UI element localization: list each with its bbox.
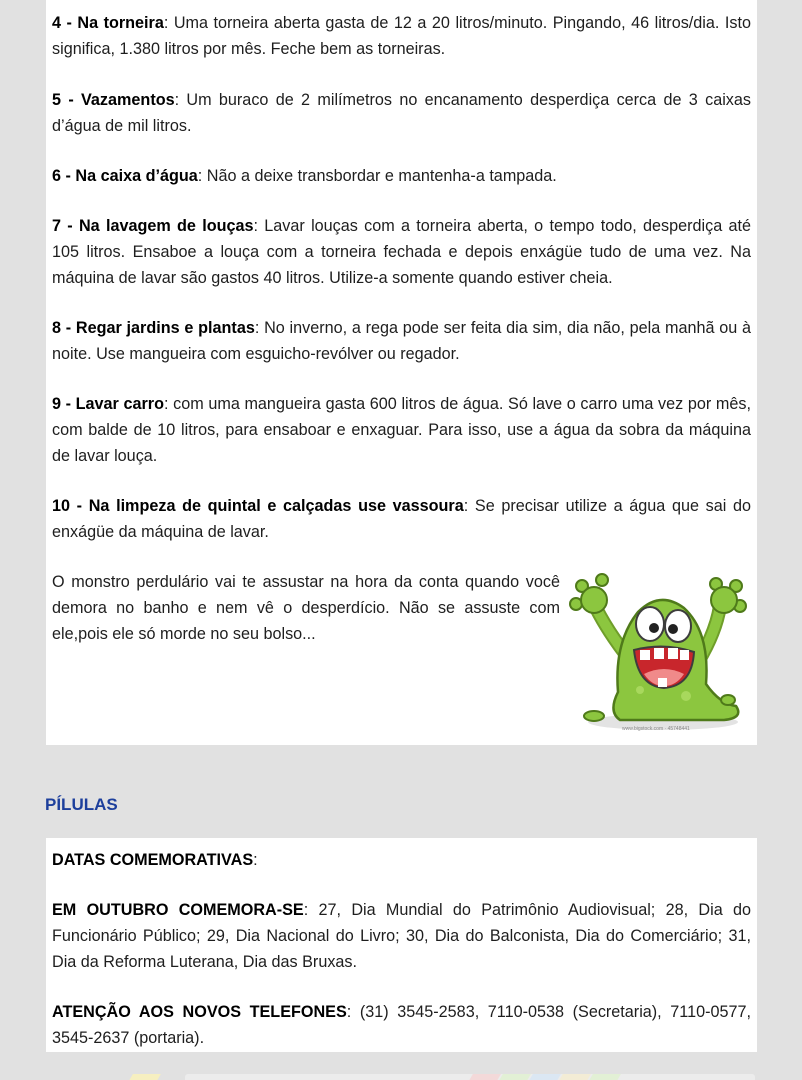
monster-tooth — [658, 678, 667, 687]
tip-5 — [52, 87, 751, 139]
tip-9 — [52, 391, 751, 469]
outubro-paragraph — [52, 897, 751, 975]
datas-label: DATAS COMEMORATIVAS — [52, 851, 254, 869]
monster-left-hand — [581, 587, 607, 613]
datas-suffix: : — [253, 851, 258, 869]
tip-text: : Se precisar utilize a água que sai do enxágüe da máquina de lavar. — [52, 497, 751, 541]
tip-label: 9 - Lavar carro — [52, 395, 164, 413]
outubro-text: : 27, Dia Mundial do Patrimônio Audiovisual; 28, Dia do Funcionário Público; 29, Dia Nacional do Livro; 30, Dia do Balconista, Dia do Comerciário; 31, Dia da Reforma Luterana, Dia das Bruxas. — [52, 901, 752, 971]
section-title-pilulas: PÍLULAS — [45, 795, 118, 814]
tip-4 — [52, 10, 751, 62]
monster-right-hand — [711, 587, 737, 613]
monster-tooth — [654, 648, 664, 659]
telefones-paragraph — [52, 999, 751, 1051]
footer-color-block — [587, 1074, 621, 1080]
monster-left-eye — [636, 607, 664, 641]
tip-label: 5 - Vazamentos — [52, 91, 175, 109]
tip-8 — [52, 315, 751, 367]
tip-text: : com uma mangueira gasta 600 litros de água. Só lave o carro uma vez por mês, com balde de 10 litros, para ensaboar e enxaguar. Para isso, use a água da sobra da máquina de lavar louça. — [52, 395, 751, 465]
monster-drip — [584, 711, 604, 721]
tip-label: 6 - Na caixa d’água — [52, 167, 198, 185]
image-credit: www.bigstock.com · 45748441 — [622, 726, 690, 732]
monster-tooth — [680, 650, 689, 660]
monster-tooth — [640, 650, 650, 660]
monster-tooth — [668, 648, 678, 659]
monster-left-pupil — [649, 623, 659, 633]
footer-color-block — [557, 1074, 591, 1080]
tip-text: : Uma torneira aberta gasta de 12 a 20 litros/minuto. Pingando, 46 litros/dia. Isto significa, 1.380 litros por mês. Feche bem as torneiras. — [52, 14, 751, 58]
footer-color-block — [467, 1074, 501, 1080]
monster-paragraph: O monstro perdulário vai te assustar na hora da conta quando você demora no banho e nem vê o desperdício. Não se assuste com ele,pois ele só morde no seu bolso... — [52, 573, 560, 643]
tip-text: : Não a deixe transbordar e mantenha-a tampada. — [197, 167, 557, 185]
monster-left-finger — [596, 574, 608, 586]
telefones-label: ATENÇÃO AOS NOVOS TELEFONES — [52, 1003, 347, 1021]
footer-color-block — [497, 1074, 531, 1080]
outubro-label: EM OUTUBRO COMEMORA-SE — [52, 901, 304, 919]
tip-text: : Lavar louças com a torneira aberta, o tempo todo, desperdiça até 105 litros. Ensaboe a louça com a torneira fechada e depois enxágüe tudo de uma vez. Na máquina de lavar são gastos 40 litros. Utilize-a somente quando estiver cheia. — [52, 217, 751, 287]
tip-7 — [52, 213, 751, 291]
monster-drip — [721, 695, 735, 705]
footer-decoration — [0, 1068, 802, 1080]
monster-right-pupil — [668, 624, 678, 634]
datas-comemorativas — [52, 847, 751, 873]
tip-label: 7 - Na lavagem de louças — [52, 217, 254, 235]
pilulas-card — [46, 838, 757, 1052]
tip-text: : Um buraco de 2 milímetros no encanamento desperdiça cerca de 3 caixas d’água de mil litros. — [52, 91, 751, 135]
tip-label: 4 - Na torneira — [52, 14, 164, 32]
monster-spot — [636, 686, 644, 694]
tip-label: 8 - Regar jardins e plantas — [52, 319, 255, 337]
monster-right-eye — [665, 610, 691, 642]
footer-color-block — [127, 1074, 161, 1080]
tip-10 — [52, 493, 751, 545]
tip-6 — [52, 163, 751, 189]
tip-text: : No inverno, a rega pode ser feita dia sim, dia não, pela manhã ou à noite. Use mangueira com esguicho-revólver ou regador. — [52, 319, 751, 363]
tip-label: 10 - Na limpeza de quintal e calçadas use vassoura — [52, 497, 464, 515]
footer-color-block — [527, 1074, 561, 1080]
green-monster-illustration — [568, 572, 748, 738]
tips-card — [46, 0, 757, 745]
telefones-text: : (31) 3545-2583, 7110-0538 (Secretaria), 7110-0577, 3545-2637 (portaria). — [52, 1003, 752, 1047]
monster-spot — [681, 691, 691, 701]
